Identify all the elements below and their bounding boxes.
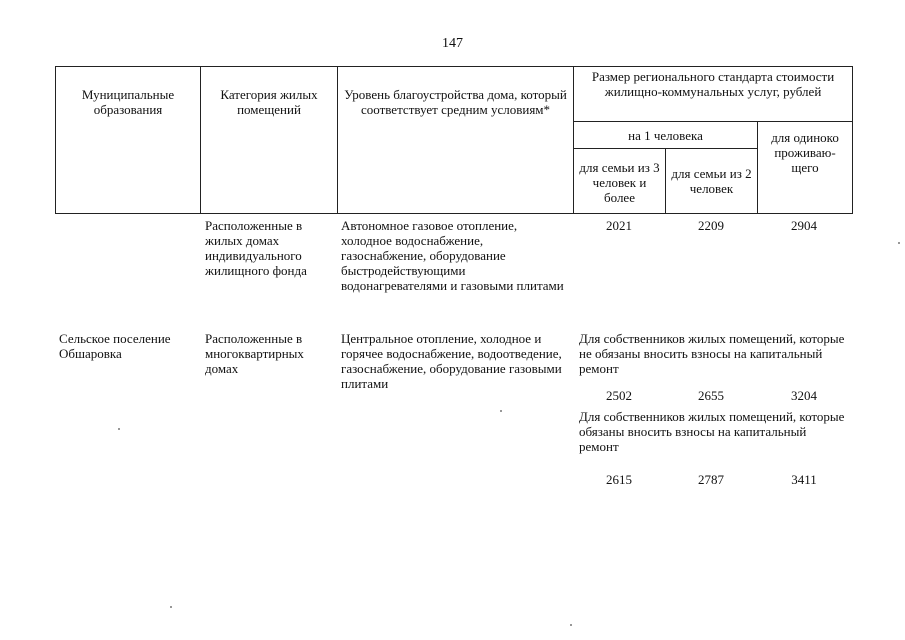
table-header bbox=[55, 66, 853, 214]
scan-speck bbox=[570, 624, 572, 626]
scan-speck bbox=[170, 606, 172, 608]
row2-note-obliged: Для собственников жилых помещений, которые обязаны вносить взносы на капитальный ремонт bbox=[579, 409, 845, 454]
row2-value2-family2: 2787 bbox=[698, 472, 724, 487]
header-level: Уровень благоустройства дома, который соответствует средним условиям* bbox=[338, 67, 574, 214]
row2-value2-single: 3411 bbox=[791, 472, 817, 487]
row1-value-family3: 2021 bbox=[606, 218, 632, 233]
row1-category: Расположенные в жилых домах индивидуального жилищного фонда bbox=[205, 218, 307, 278]
row2-value1-single: 3204 bbox=[791, 388, 817, 403]
scan-speck bbox=[118, 428, 120, 430]
row2-value1-family3: 2502 bbox=[606, 388, 632, 403]
header-family-3: для семьи из 3 человек и более bbox=[574, 149, 666, 214]
row2-level: Центральное отопление, холодное и горячее водоснабжение, водоотведение, газоснабжение, оборудование газовыми плитами bbox=[341, 331, 562, 391]
page-number: 147 bbox=[442, 36, 463, 51]
row1-level: Автономное газовое отопление, холодное водоснабжение, газоснабжение, оборудование быстродействующими водонагревателями и газовыми плитами bbox=[341, 218, 564, 293]
header-single: для одиноко проживаю-щего bbox=[758, 122, 853, 214]
row1-value-single: 2904 bbox=[791, 218, 817, 233]
header-per-person: на 1 человека bbox=[574, 122, 758, 149]
header-municipality: Муниципальные образования bbox=[56, 67, 201, 214]
row2-note-not-obliged: Для собственников жилых помещений, которые не обязаны вносить взносы на капитальный ремонт bbox=[579, 331, 845, 376]
row1-value-family2: 2209 bbox=[698, 218, 724, 233]
header-family-2: для семьи из 2 человек bbox=[666, 149, 758, 214]
row2-value1-family2: 2655 bbox=[698, 388, 724, 403]
header-standard-size: Размер регионального стандарта стоимости жилищно-коммунальных услуг, рублей bbox=[574, 67, 853, 122]
scan-speck bbox=[898, 242, 900, 244]
row2-category: Расположенные в многоквартирных домах bbox=[205, 331, 304, 376]
header-category: Категория жилых помещений bbox=[201, 67, 338, 214]
scan-speck bbox=[500, 410, 502, 412]
row2-municipality: Сельское поселение Обшаровка bbox=[59, 331, 171, 361]
row2-value2-family3: 2615 bbox=[606, 472, 632, 487]
